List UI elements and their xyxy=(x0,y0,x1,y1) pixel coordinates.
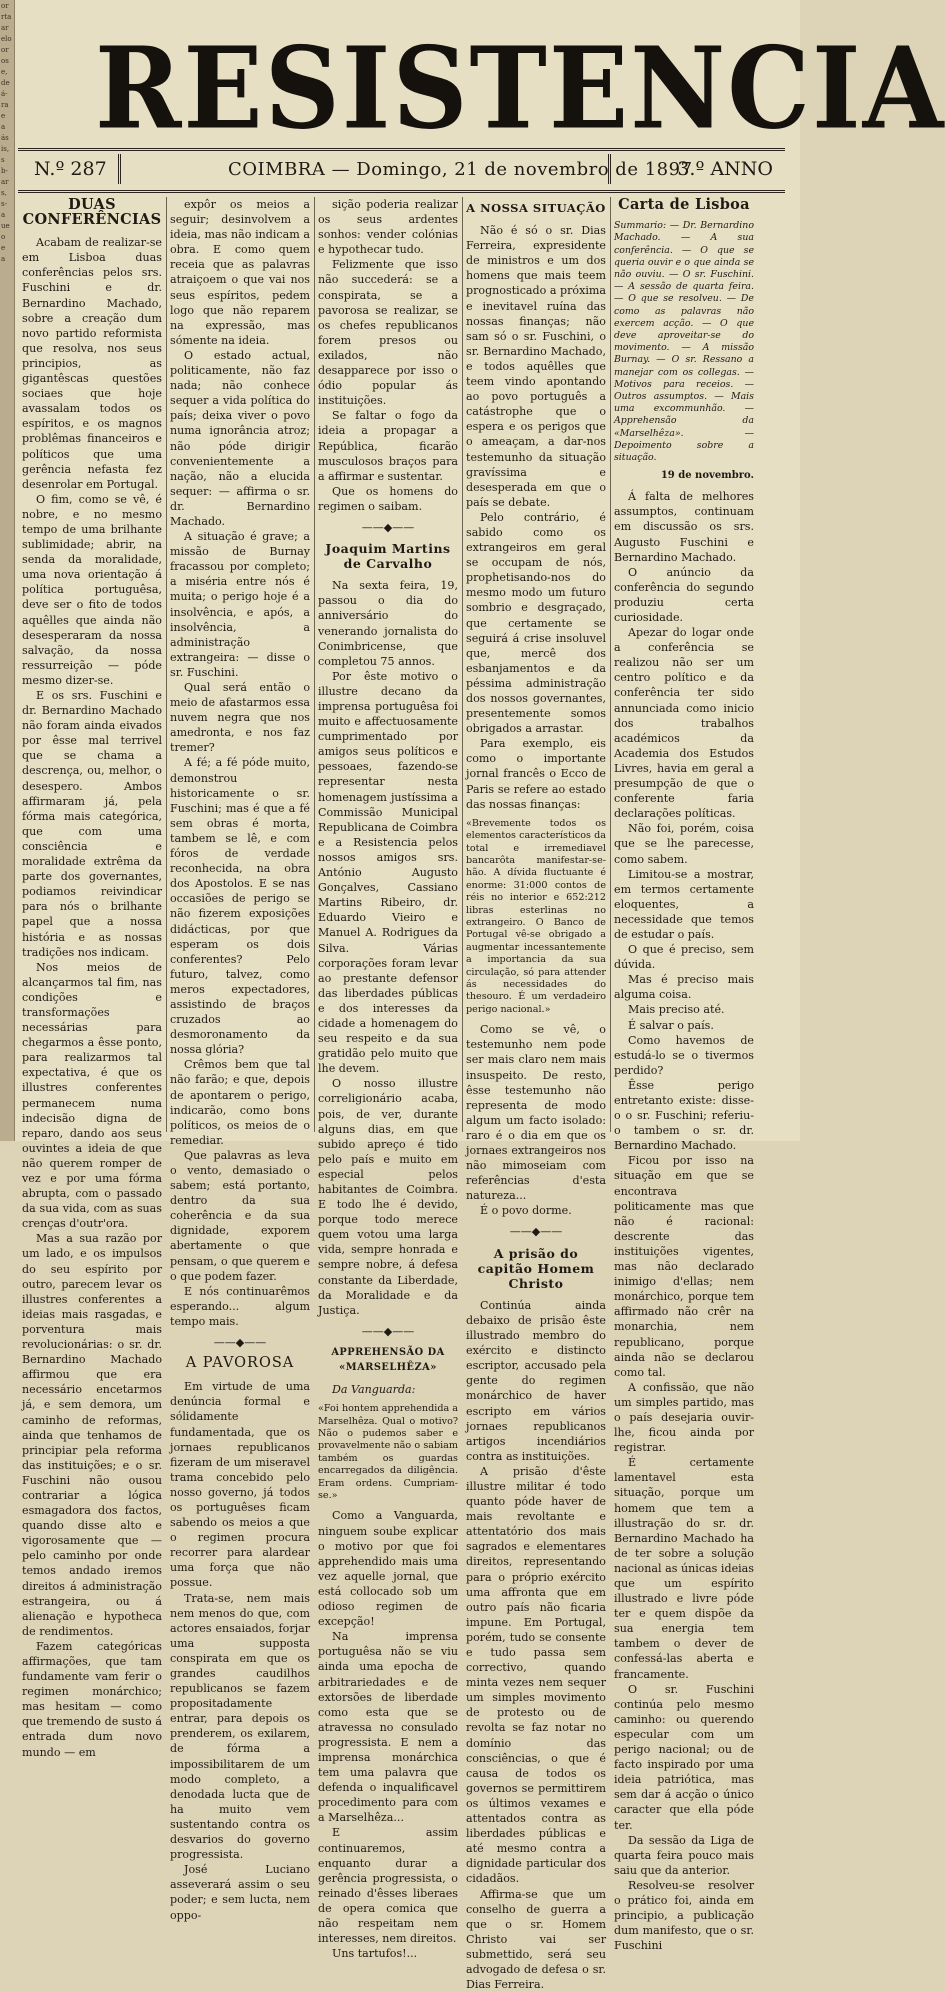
paragraph: Na sexta feira, 19, passou o dia do anniversário do venerando jornalista do Conimbricense, que completou 75 annos. xyxy=(318,578,458,669)
article-body xyxy=(318,578,458,1318)
article-title: APPREHENSÃO DA «MARSELHÊZA» xyxy=(318,1345,458,1375)
paragraph: Ficou por isso na situação em que se encontrava politicamente mas que não é racional: descrente das instituições vigentes, mas não declarado inimigo d'ellas; nem monárchico, porque tem affirmado não crêr na monarchia, nem republicano, porque ainda não se declarou como tal. xyxy=(614,1153,754,1379)
article-title: A NOSSA SITUAÇÃO xyxy=(466,201,606,216)
margin-fragment: a xyxy=(1,123,13,132)
paragraph: Trata-se, nem mais nem menos do que, com actores ensaiados, forjar uma supposta conspirata em que os grandes caudilhos republicanos se fazem propositadamente entrar, para depois os prenderem, os exilarem, de fórma a impossibilitarem de um modo completo, a denodada lucta que de ha muito vem sustentando contra os desvarios do governo progressista. xyxy=(170,1591,310,1863)
column-rule xyxy=(314,197,315,1132)
paragraph: Não foi, porém, coisa que se lhe parecesse, como sabem. xyxy=(614,821,754,866)
margin-fragment: ar xyxy=(1,24,13,33)
paragraph: O sr. Fuschini continúa pelo mesmo caminho: ou querendo especular com um perigo nacional; ou de facto inspirado por uma ideia patriótica, mas sem dar á acção o único caracter que ella póde ter. xyxy=(614,1682,754,1833)
article-body xyxy=(466,1022,606,1218)
paragraph: Por êste motivo o illustre decano da imprensa portuguêsa foi muito e affectuosamente cumprimentado por amigos seus políticos e pessoaes, fazendo-se representar nesta homenagem justíssima a Commissão Municipal Republicana de Coimbra e a Resistencia pelos nossos amigos srs. António Augusto Gonçalves, Cassiano Martins Ribeiro, dr. Eduardo Vieiro e Manuel A. Rodrigues da Silva. Várias corporações foram levar ao prestante defensor das liberdades públicas e dos interesses da cidade a homenagem do seu respeito e da sua gratidão pelo muito que lhe devem. xyxy=(318,669,458,1077)
article-quote: «Foi hontem apprehendida a Marselhêza. Qual o motivo? Não o pudemos saber e provavelmente não o sabiam também os guardas encarregados da diligência. Eram ordens. Cumpriam-se.» xyxy=(318,1403,458,1502)
section-ornament: ——◆—— xyxy=(466,1224,606,1239)
article-body xyxy=(466,1298,606,1992)
margin-fragment: is, xyxy=(1,145,13,154)
margin-fragment: os xyxy=(1,57,13,66)
issue-info-bar xyxy=(18,152,785,188)
article-quote: «Brevemente todos os elementos característicos da total e irremediavel bancarôta manifestar-se-hão. A dívida fluctuante é enorme: 31:000 contos de réis no interior e 652:212 libras esterlinas no extrangeiro. O Banco de Portugal vê-se obrigado a augmentar incessantemente a importancia da sua circulação, só para attender ás necessidades do thesouro. É um verdadeiro perigo nacional.» xyxy=(466,818,606,1017)
paragraph: Pelo contrário, é sabido como os extrangeiros em geral se occupam de nós, prophetisando-nos do mesmo modo um futuro sombrio e desgraçado, que certamente se seguirá á crise insoluvel que, mercê dos esbanjamentos e da péssima administração dos nossos governantes, presentemente somos obrigados a arrastar. xyxy=(466,510,606,736)
paragraph: Mas a sua razão por um lado, e os impulsos do seu espírito por outro, parecem levar os illustres conferentes a ideias mais rasgadas, e porventura mais revolucionárias: o sr. dr. Bernardino Machado affirmou que era necessário encetarmos já, e sem demora, um caminho de reformas, ainda que tenhamos de principiar pela reforma das instituições; e o sr. Fuschini não ousou contrariar a lógica esmagadora dos factos, quando disse alto e vigorosamente que — pelo caminho por onde temos andado iremos direitos á administração estrangeira, ou á alienação e hypotheca de rendimentos. xyxy=(22,1231,162,1639)
margin-fragment: s- xyxy=(1,200,13,209)
article-title: Carta de Lisboa xyxy=(614,197,754,212)
paragraph: Em virtude de uma denúncia formal e sólidamente fundamentada, que os jornaes republicanos fizeram de um miseravel trama concebido pelo nosso governo, já todos os portuguêses ficam sabendo os meios a que o regimen procura recorrer para alardear uma força que não possue. xyxy=(170,1379,310,1590)
paragraph: Qual será então o meio de afastarmos essa nuvem negra que nos amedronta, e nos faz tremer? xyxy=(170,680,310,755)
margin-fragment: s xyxy=(1,156,13,165)
margin-fragment: elo xyxy=(1,35,13,44)
paragraph: É certamente lamentavel esta situação, porque um homem que tem a illustração do sr. dr. Bernardino Machado ha de ter sobre a solução nacional as únicas ideias que um espírito illustrado e livre póde ter e quem dispõe da sua energia tem tambem o dever de confessá-las aberta e francamente. xyxy=(614,1455,754,1681)
margin-fragment: a xyxy=(1,211,13,220)
paragraph: Uns tartufos!... xyxy=(318,1946,458,1961)
column-a-nossa-situacao xyxy=(466,197,606,1132)
paragraph: Crêmos bem que tal não farão; e que, depois de apontarem o perigo, indicarão, como bons políticos, os meios de o remediar. xyxy=(170,1057,310,1148)
paragraph: O fim, como se vê, é nobre, e no mesmo tempo de uma brilhante sublimidade; abrir, na senda da moralidade, uma nova orientação á política portuguêsa, deve ser o fito de todos aquêlles que ainda não desesperaram da nossa salvação, da nossa ressurreição — póde mesmo dizer-se. xyxy=(22,492,162,688)
paragraph: sição poderia realizar os seus ardentes sonhos: vender colónias e hypothecar tudo. xyxy=(318,197,458,257)
margin-fragment: or xyxy=(1,46,13,55)
header-bottom-rule xyxy=(18,190,785,193)
margin-fragment: e, xyxy=(1,68,13,77)
paragraph: expôr os meios a seguir; desinvolvem a ideia, mas não indicam a obra. E como quem receia que as palavras atraiçoem o que vai nos seus espíritos, pedem logo que não reparem na expressão, mas sómente na ideia. xyxy=(170,197,310,348)
margin-fragment: ar xyxy=(1,178,13,187)
column-carta-de-lisboa xyxy=(614,197,754,1132)
paragraph: Continúa ainda debaixo de prisão êste illustrado membro do exército e distincto escriptor, accusado pela gente do regimen monárchico de haver escripto em vários jornaes republicanos artigos incendiários contra as instituições. xyxy=(466,1298,606,1464)
column-rule xyxy=(462,197,463,1132)
margin-fragment: s, xyxy=(1,189,13,198)
paragraph: Nos meios de alcançarmos tal fim, nas condições e transformações necessárias para chegarmos a êsse ponto, para realizarmos tal expectativa, é que os illustres conferentes permanecem numa indecisão digna de reparo, dando aos seus ouvintes a ideia de que não querem romper de vez e por uma fórma abrupta, com o passado da sua vida, com as suas crenças d'outr'ora. xyxy=(22,960,162,1232)
paragraph: Felizmente que isso não succederá: se a conspirata, se a pavorosa se realizar, se os chefes republicanos forem presos ou exilados, não desapparece por isso o ódio popular ás instituições. xyxy=(318,257,458,408)
paragraph: A fé; a fé póde muito, demonstrou historicamente o sr. Fuschini; mas é que a fé sem obras é morta, tambem se lê, e com fóros de verdade reconhecida, na obra dos Apostolos. E se nas occasiões de perigo se não fizerem exposições didácticas, por que esperam os dois conferentes? Pelo futuro, talvez, como meros expectadores, assistindo de braços cruzados ao desmoronamento da nossa glória? xyxy=(170,755,310,1057)
page-binding-edge xyxy=(0,0,15,1141)
paragraph: O estado actual, politicamente, não faz nada; não conhece sequer a vida política do país; deixa viver o povo numa ignorância atroz; não póde dirigir convenientemente a nação, não a elucida sequer: — affirma o sr. dr. Bernardino Machado. xyxy=(170,348,310,529)
margin-fragment: or xyxy=(1,2,13,11)
section-ornament: ——◆—— xyxy=(170,1335,310,1350)
paragraph: É salvar o país. xyxy=(614,1018,754,1033)
paragraph: Não é só o sr. Dias Ferreira, expresidente de ministros e um dos homens que mais teem prognosticado a próxima e inevitavel ruína das nossas finanças; não sam só o sr. Fuschini, o sr. Bernardino Machado, e todos aquêlles que teem vindo apontando ao povo português a catástrophe que o espera e os perigos que o ameaçam, a dar-nos testemunho da situação gravíssima e desesperada em que o país se debate. xyxy=(466,223,606,510)
paragraph: É o povo dorme. xyxy=(466,1203,606,1218)
header-top-rule xyxy=(18,148,785,151)
article-body xyxy=(170,197,310,1329)
paragraph: A confissão, que não um simples partido, mas o país desejaria ouvir-lhe, ficou ainda por registrar. xyxy=(614,1380,754,1455)
paragraph: E assim continuaremos, enquanto durar a gerência progressista, o reinado d'êsses liberaes de opera comica que não respeitam nem interesses, nem direitos. xyxy=(318,1825,458,1946)
article-body xyxy=(170,1379,310,1922)
article-body xyxy=(318,197,458,514)
article-body xyxy=(614,489,754,1953)
margin-fragment: a xyxy=(1,255,13,264)
margin-fragment: ue xyxy=(1,222,13,231)
article-body xyxy=(466,223,606,812)
paragraph: A prisão d'êste illustre militar é todo quanto póde haver de mais revoltante e attentatório dos mais sagrados e elementares direitos, representando para o próprio exército uma affronta que em outro país não ficaria impune. Em Portugal, porém, tudo se consente e tudo passa sem correctivo, quando minta vezes nem sequer um simples movimento de protesto ou de revolta se faz notar no domínio das consciências, o que é causa de todos os governos se permittirem os últimos vexames e attentados contra as liberdades públicas e até mesmo contra a dignidade particular dos cidadãos. xyxy=(466,1464,606,1887)
paragraph: E os srs. Fuschini e dr. Bernardino Machado não foram ainda eivados por êsse mal terrivel que se chama a descrença, ou, melhor, o desespero. Ambos affirmaram já, pela fórma mais categórica, que com uma consciência e moralidade extrêma da parte dos governantes, podiamos reivindicar para nós o brilhante papel que a nossa história e as nossas tradições nos indicam. xyxy=(22,688,162,960)
paragraph: O nosso illustre correligionário acaba, pois, de ver, durante alguns dias, em que subido apreço é tido pelo país e muito em especial pelos habitantes de Coimbra. E todo lhe é devido, porque todo merece quem votou uma larga vida, sempre honrada e sempre nobre, á defesa constante da Liberdade, da Moralidade e da Justiça. xyxy=(318,1076,458,1318)
paragraph: Como havemos de estudá-lo se o tivermos perdido? xyxy=(614,1033,754,1078)
paragraph: Como a Vanguarda, ninguem soube explicar o motivo por que foi apprehendido mais uma vez aquelle jornal, que está collocado sob um odioso regimen de excepção! xyxy=(318,1508,458,1629)
paragraph: Á falta de melhores assumptos, continuam em discussão os srs. Augusto Fuschini e Bernardino Machado. xyxy=(614,489,754,564)
paragraph: O que é preciso, sem dúvida. xyxy=(614,942,754,972)
article-body xyxy=(318,1508,458,1961)
paragraph: A situação é grave; a missão de Burnay fracassou por completo; a miséria entre nós é muita; o perigo hoje é a insolvência, e após, a insolvência, a administração extrangeira: — disse o sr. Fuschini. xyxy=(170,529,310,680)
quote-source: Da Vanguarda: xyxy=(318,1382,458,1397)
column-rule xyxy=(610,197,611,1132)
header-separator xyxy=(118,154,121,184)
margin-fragment: á- xyxy=(1,90,13,99)
paragraph: O anúncio da conferência do segundo produziu certa curiosidade. xyxy=(614,565,754,625)
margin-fragment: de xyxy=(1,79,13,88)
masthead-title: RESISTENCIA xyxy=(95,28,760,149)
paragraph: Resolveu-se resolver o prático foi, ainda em principio, a publicação dum manifesto, que o sr. Fuschini xyxy=(614,1878,754,1953)
paragraph: Êsse perigo entretanto existe: disse-o o sr. Fuschini; referiu-o tambem o sr. dr. Bernardino Machado. xyxy=(614,1078,754,1153)
margin-fragment: o xyxy=(1,233,13,242)
article-title: A prisão do capitão Homem Christo xyxy=(466,1246,606,1291)
column-rule xyxy=(166,197,167,1132)
article-body xyxy=(22,235,162,1759)
section-ornament: ——◆—— xyxy=(318,1324,458,1339)
paragraph: Apezar do logar onde a conferência se realizou não ser um centro político e da conferência ter sido annunciada como inicio dos trabalhos académicos da Academia dos Estudos Livres, havia em geral a presumpção de que o conferente faria declarações políticas. xyxy=(614,625,754,821)
paragraph: Fazem categóricas affirmações, que tam fundamente vam ferir o regimen monárchico; mas hesitam — como que tremendo de susto á entrada dum novo mundo — em xyxy=(22,1639,162,1760)
paragraph: José Luciano asseverará assim o seu poder; e sem lucta, nem oppo- xyxy=(170,1862,310,1922)
paragraph: Da sessão da Liga de quarta feira pouco mais saiu que da anterior. xyxy=(614,1833,754,1878)
column-duas-conferencias xyxy=(22,197,162,1132)
letter-dateline: 19 de novembro. xyxy=(614,468,754,483)
margin-fragment: b- xyxy=(1,167,13,176)
paragraph: Que os homens do regimen o saibam. xyxy=(318,484,458,514)
paragraph: Mais preciso até. xyxy=(614,1002,754,1017)
article-title: A PAVOROSA xyxy=(170,1356,310,1371)
issue-year: 3.º ANNO xyxy=(677,158,773,180)
column-3 xyxy=(318,197,458,1132)
margin-fragment: e xyxy=(1,112,13,121)
margin-fragment: ra xyxy=(1,101,13,110)
paragraph: Mas é preciso mais alguma coisa. xyxy=(614,972,754,1002)
article-summary: Summario: — Dr. Bernardino Machado. — A sua conferência. — O que se queria ouvir e o que ainda se não ouviu. — O sr. Fuschini. — A sessão de quarta feira. — O que se resolveu. — De como as palavras não exercem acção. — O que deve aproveitar-se do movimento. — A missão Burnay. — O sr. Ressano a manejar com os collegas. — Motivos para receios. — Outros assumptos. — Mais uma excommunhão. — Apprehensão da «Marselhêza». — Depoimento sobre a situação. xyxy=(614,220,754,464)
paragraph: Acabam de realizar-se em Lisboa duas conferências pelos srs. Fuschini e dr. Bernardino Machado, sobre a creação dum novo partido reformista que resolva, nos seus principios, as gigantêscas questões sociaes que hoje avassalam todos os espíritos, e os magnos problêmas financeiros e políticos que uma gerência nefasta fez desenrolar em Portugal. xyxy=(22,235,162,492)
issue-number: N.º 287 xyxy=(34,158,107,180)
section-ornament: ——◆—— xyxy=(318,520,458,535)
margin-fragment: rta xyxy=(1,13,13,22)
paragraph: Como se vê, o testemunho nem pode ser mais claro nem mais insuspeito. De resto, êsse testemunho não representa de modo algum um facto isolado: raro é o dia em que os jornaes extrangeiros nos não mimoseiam com referências d'esta natureza... xyxy=(466,1022,606,1203)
article-title: Joaquim Martins de Carvalho xyxy=(318,541,458,571)
paragraph: Limitou-se a mostrar, em termos certamente eloquentes, a necessidade que temos de estudar o país. xyxy=(614,867,754,942)
paragraph: Se faltar o fogo da ideia a propagar a República, ficarão musculosos braços para a affirmar e sustentar. xyxy=(318,408,458,483)
header-separator xyxy=(608,154,611,184)
margin-fragment: e xyxy=(1,244,13,253)
article-title: DUAS CONFERÊNCIAS xyxy=(22,197,162,227)
paragraph: Affirma-se que um conselho de guerra a que o sr. Homem Christo vai ser submettido, será seu advogado de defesa o sr. Dias Ferreira. xyxy=(466,1887,606,1992)
column-2 xyxy=(170,197,310,1132)
margin-fragment: ás xyxy=(1,134,13,143)
paragraph: Que palavras as leva o vento, demasiado o sabem; está portanto, dentro da sua coherência e da sua dignidade, exporem abertamente o que pensam, o que querem e o que podem fazer. xyxy=(170,1148,310,1284)
paragraph: Para exemplo, eis como o importante jornal francês o Ecco de Paris se refere ao estado das nossas finanças: xyxy=(466,736,606,811)
paragraph: E nós continuarêmos esperando... algum tempo mais. xyxy=(170,1284,310,1329)
paragraph: Na imprensa portuguêsa não se viu ainda uma epocha de arbitrariedades e de extorsões de liberdade como esta que se atravessa no consulado progressista. E nem a imprensa monárchica tem uma palavra que defenda o inqualificavel procedimento para com a Marselhêza... xyxy=(318,1629,458,1825)
issue-dateline: COIMBRA — Domingo, 21 de novembro de 1897 xyxy=(228,159,693,180)
